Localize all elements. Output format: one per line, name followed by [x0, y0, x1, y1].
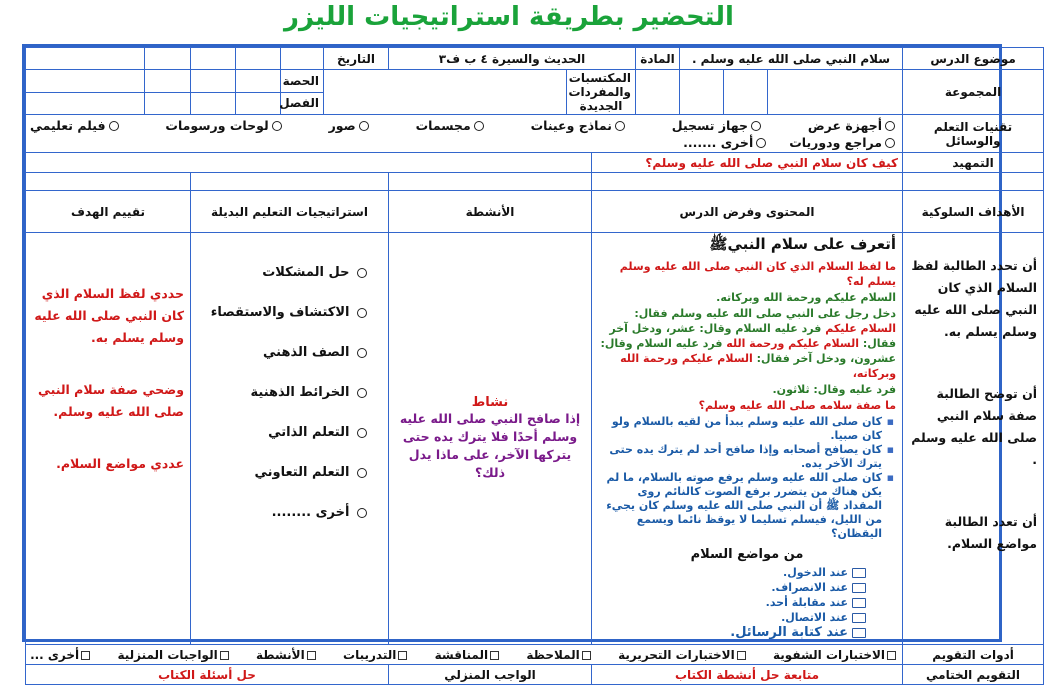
list-item: عند كتابة الرسائل. [598, 625, 866, 640]
radio-icon [357, 268, 367, 278]
folder-icon [852, 613, 866, 623]
evaluation-item: حددي لفظ السلام الذي كان النبي صلى الله عليه وسلم يسلم به. [34, 286, 184, 345]
tools-options [26, 115, 903, 153]
checkbox-icon [490, 651, 499, 660]
folder-icon [852, 583, 866, 593]
content-question: ما صفة سلامه صلى الله عليه وسلم؟ [698, 399, 897, 412]
vocab-value [324, 70, 567, 115]
course-value: الحديث والسيرة ٤ ب ف٣ [389, 48, 636, 70]
radio-icon [474, 121, 484, 131]
period-cell-1 [236, 70, 281, 93]
content-line: السلام عليكم ورحمة الله وبركاته. [716, 291, 897, 304]
assessment-option[interactable]: الاختبارات الشفوية [773, 648, 898, 662]
assessment-options [26, 645, 903, 665]
list-item: عند مقابلة أحد. [598, 595, 866, 610]
blank-cell [903, 173, 1044, 191]
strategy-option[interactable]: حل المشكلات [195, 253, 384, 293]
content-question: ما لفظ السلام الذي كان النبي صلى الله عليه وسلم يسلم له؟ [619, 260, 897, 288]
tool-option[interactable]: أجهزة عرض [808, 118, 898, 133]
blank-cell [191, 173, 389, 191]
content-heading: أتعرف على سلام النبيﷺ [709, 235, 897, 253]
period-label: الحصة [281, 70, 324, 93]
radio-icon [756, 138, 766, 148]
objective-item: أن تحدد الطالبة لفظ السلام الذي كان النبي صلى الله عليه وسلم يسلم به. [911, 258, 1038, 339]
blank-cell [592, 173, 903, 191]
intro-blank [26, 153, 592, 173]
checkbox-icon [81, 651, 90, 660]
places-list [598, 565, 896, 640]
places-heading: من مواضع السلام [690, 547, 804, 562]
list-item: ▪ كان صلى الله عليه وسلم يبدأ من لقيه بالسلام ولو كان صبيا. [598, 415, 882, 443]
radio-icon [357, 388, 367, 398]
strategies-cell [191, 233, 389, 645]
assessment-option[interactable]: الاختبارات التحريرية [618, 648, 748, 662]
tool-option[interactable]: لوحات ورسومات [165, 118, 284, 133]
group-cell-2 [724, 70, 768, 115]
date-cell-3 [191, 48, 236, 70]
period-cell-3 [145, 70, 191, 93]
checkbox-icon [582, 651, 591, 660]
tools-label: تقنيات التعلم والوسائل [903, 115, 1044, 153]
activity-cell [389, 233, 592, 645]
class-cell-1 [236, 92, 281, 115]
date-label: التاريخ [324, 48, 389, 70]
checkbox-icon [307, 651, 316, 660]
blank-cell [26, 173, 191, 191]
final-label: التقويم الختامي [903, 665, 1044, 685]
content-line: فرد عليه وقال: ثلاثون. [772, 383, 897, 396]
content-header: المحتوى وفرض الدرس [592, 191, 903, 233]
objectives-cell [903, 233, 1044, 645]
list-item: عند الاتصال. [598, 610, 866, 625]
blank-cell [389, 173, 592, 191]
checkbox-icon [737, 651, 746, 660]
evaluation-cell [26, 233, 191, 645]
content-cell [592, 233, 903, 645]
tools-row-1 [30, 118, 898, 133]
strategies-header: استراتيجيات التعليم البديلة [191, 191, 389, 233]
assessment-option[interactable]: الواجبات المنزلية [117, 648, 230, 662]
strategy-option[interactable]: التعلم التعاوني [195, 453, 384, 493]
evaluation-item: وضحي صفة سلام النبي صلى الله عليه وسلم. [38, 382, 184, 419]
tool-option[interactable]: جهاز تسجيل [672, 118, 764, 133]
class-label: الفصل [281, 92, 324, 115]
date-cell-2 [236, 48, 281, 70]
lesson-plan-table [25, 47, 1044, 685]
period-cell-4 [26, 70, 145, 93]
assessment-option[interactable]: المناقشة [435, 648, 501, 662]
folder-icon [852, 598, 866, 608]
list-item: ▪ كان يصافح أصحابه وإذا صافح أحد لم يترك يده حتى يترك الآخر يده. [598, 443, 882, 471]
final-follow: متابعة حل أنشطة الكتاب [592, 665, 903, 685]
date-cell-4 [145, 48, 191, 70]
class-cell-4 [26, 92, 145, 115]
radio-icon [357, 348, 367, 358]
checkbox-icon [887, 651, 896, 660]
radio-icon [615, 121, 625, 131]
subject-value: سلام النبي صلى الله عليه وسلم . [680, 48, 903, 70]
radio-icon [359, 121, 369, 131]
content-story: دخل رجل على النبي صلى الله عليه وسلم فقال: السلام عليكم فرد عليه السلام وقال: عشر، ودخل آخر فقال: السلام عليكم ورحمة الله فرد عليه السلام وقال: عشرون، ودخل آخر فقال: السلام عليكم ورحمة الله وبركاته، [600, 307, 897, 380]
class-cell-3 [145, 92, 191, 115]
strategy-option[interactable]: الخرائط الذهنية [195, 373, 384, 413]
radio-icon [357, 468, 367, 478]
activity-title: نشاط [471, 395, 509, 410]
radio-icon [272, 121, 282, 131]
radio-icon [357, 308, 367, 318]
tools-row-2 [30, 135, 898, 150]
strategy-option[interactable]: الصف الذهني [195, 333, 384, 373]
activity-text: إذا صافح النبي صلى الله عليه وسلم أحدًا فلا يترك يده حتى يتركها الآخر، على ماذا يدل ذلك؟ [399, 411, 581, 480]
date-cell-5 [26, 48, 145, 70]
tool-option[interactable]: نماذج وعينات [531, 118, 628, 133]
date-cell-1 [281, 48, 324, 70]
group-cell-1 [768, 70, 903, 115]
tool-option[interactable]: مجسمات [416, 118, 487, 133]
radio-icon [885, 121, 895, 131]
tool-option[interactable]: فيلم تعليمي [30, 118, 122, 133]
strategy-option[interactable]: التعلم الذاتي [195, 413, 384, 453]
checkbox-icon [220, 651, 229, 660]
objective-item: أن تعدد الطالبة مواضع السلام. [944, 514, 1038, 551]
period-cell-2 [191, 70, 236, 93]
course-label: المادة [636, 48, 680, 70]
radio-icon [357, 428, 367, 438]
evaluation-header: تقييم الهدف [26, 191, 191, 233]
intro-question: كيف كان سلام النبي صلى الله عليه وسلم؟ [592, 153, 903, 173]
group-cell-3 [680, 70, 724, 115]
radio-icon [357, 508, 367, 518]
group-cell-4 [636, 70, 680, 115]
assessment-option[interactable]: الأنشطة [256, 648, 318, 662]
content-bullets [598, 415, 896, 541]
tool-option[interactable]: مراجع ودوريات [789, 135, 898, 150]
subject-label: موضوع الدرس [903, 48, 1044, 70]
assessment-option[interactable]: التدريبات [343, 648, 409, 662]
tool-option[interactable]: أخرى ....... [683, 135, 769, 150]
activities-header: الأنشطة [389, 191, 592, 233]
objective-item: أن توضح الطالبة صفة سلام النبي صلى الله عليه وسلم . [911, 386, 1038, 467]
class-cell-2 [191, 92, 236, 115]
assessment-option[interactable]: الملاحظة [526, 648, 592, 662]
assessment-label: أدوات التقويم [903, 645, 1044, 665]
objectives-header: الأهداف السلوكية [903, 191, 1044, 233]
page-title: التحضير بطريقة استراتيجيات الليزر [284, 2, 734, 32]
final-solve: حل أسئلة الكتاب [26, 665, 389, 685]
homework-label: الواجب المنزلي [389, 665, 592, 685]
strategy-option[interactable]: الاكتشاف والاستقصاء [195, 293, 384, 333]
group-label: المجموعة [903, 70, 1044, 115]
intro-label: التمهيد [903, 153, 1044, 173]
list-item: ▪ كان صلى الله عليه وسلم يرفع صوته بالسلام، ما لم يكن هناك من يتضرر برفع الصوت كالنائم روى المقداد ﷺ أن النبي صلى الله عليه وسلم كان يجيء من الليل، فيسلم تسليما لا يوقظ نائما ويسمع اليقظان؟ [598, 471, 882, 541]
radio-icon [109, 121, 119, 131]
radio-icon [751, 121, 761, 131]
list-item: عند الانصراف. [598, 580, 866, 595]
list-item: عند الدخول. [598, 565, 866, 580]
folder-icon [852, 568, 866, 578]
checkbox-icon [398, 651, 407, 660]
radio-icon [885, 138, 895, 148]
evaluation-item: عددي مواضع السلام. [56, 456, 184, 471]
folder-icon [852, 628, 866, 638]
strategy-option[interactable]: أخرى ........ [195, 493, 384, 533]
vocab-label: المكتسبات والمفردات الجديدة [567, 70, 636, 115]
tool-option[interactable]: صور [329, 118, 372, 133]
assessment-option[interactable]: أخرى ... [30, 648, 92, 662]
